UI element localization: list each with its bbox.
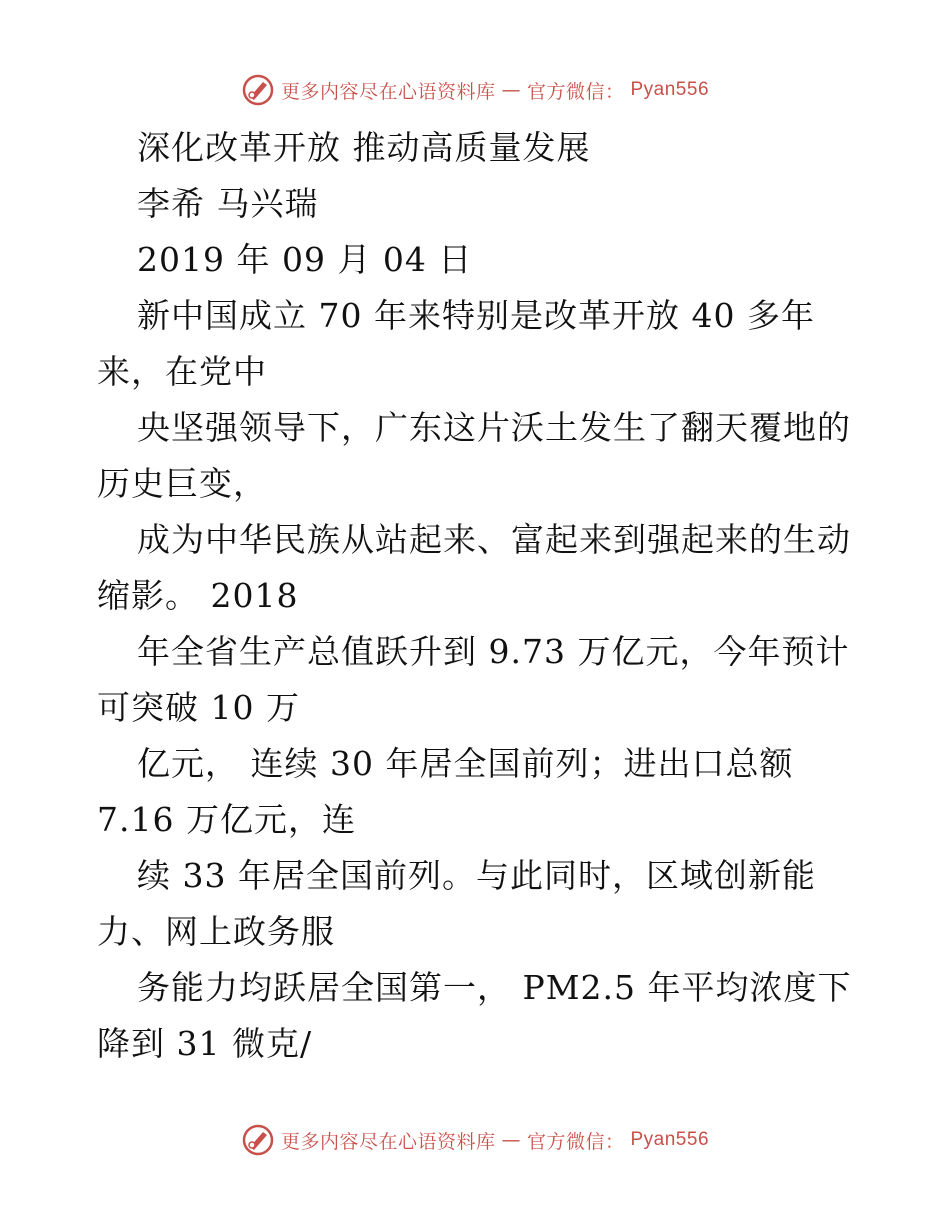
watermark-header — [0, 70, 950, 110]
watermark-footer — [0, 1120, 950, 1160]
paragraph-line: 务能力均跃居全国第一， PM2.5 年平均浓度下 — [137, 968, 852, 1007]
watermark-text: 更多内容尽在心语资料库 — [280, 80, 496, 103]
paragraph-line: 历史巨变， — [97, 464, 267, 503]
article-body — [97, 120, 857, 1072]
article-title: 深化改革开放 推动高质量发展 — [137, 128, 591, 167]
paragraph-line: 力、网上政务服 — [97, 912, 335, 951]
watermark-logo-icon — [241, 73, 275, 107]
watermark-separator: — — [501, 1129, 521, 1151]
watermark-logo-icon — [241, 1123, 275, 1157]
paragraph-line: 缩影。 2018 — [97, 576, 299, 615]
article-date: 2019 年 09 月 04 日 — [137, 240, 473, 279]
paragraph-line: 可突破 10 万 — [97, 688, 300, 727]
paragraph-line: 降到 31 微克/ — [97, 1024, 313, 1063]
paragraph-line: 亿元， 连续 30 年居全国前列；进出口总额 — [137, 744, 794, 783]
watermark-text: 更多内容尽在心语资料库 — [280, 1130, 496, 1153]
paragraph-line: 新中国成立 70 年来特别是改革开放 40 多年 — [137, 296, 815, 335]
paragraph-line: 年全省生产总值跃升到 9.73 万亿元，今年预计 — [137, 632, 850, 671]
watermark-separator: — — [501, 79, 521, 101]
article-authors: 李希 马兴瑞 — [137, 184, 319, 223]
watermark-label: 官方微信： — [526, 1130, 625, 1153]
watermark-label: 官方微信： — [526, 80, 625, 103]
paragraph-line: 7.16 万亿元，连 — [97, 800, 356, 839]
paragraph-line: 央坚强领导下，广东这片沃土发生了翻天覆地的 — [137, 408, 851, 447]
paragraph-line: 续 33 年居全国前列。与此同时，区域创新能 — [137, 856, 816, 895]
article-paragraph — [97, 288, 857, 1072]
watermark-id: Pyan556 — [630, 79, 710, 100]
watermark-id: Pyan556 — [630, 1129, 710, 1150]
paragraph-line: 成为中华民族从站起来、富起来到强起来的生动 — [137, 520, 851, 559]
paragraph-line: 来，在党中 — [97, 352, 267, 391]
